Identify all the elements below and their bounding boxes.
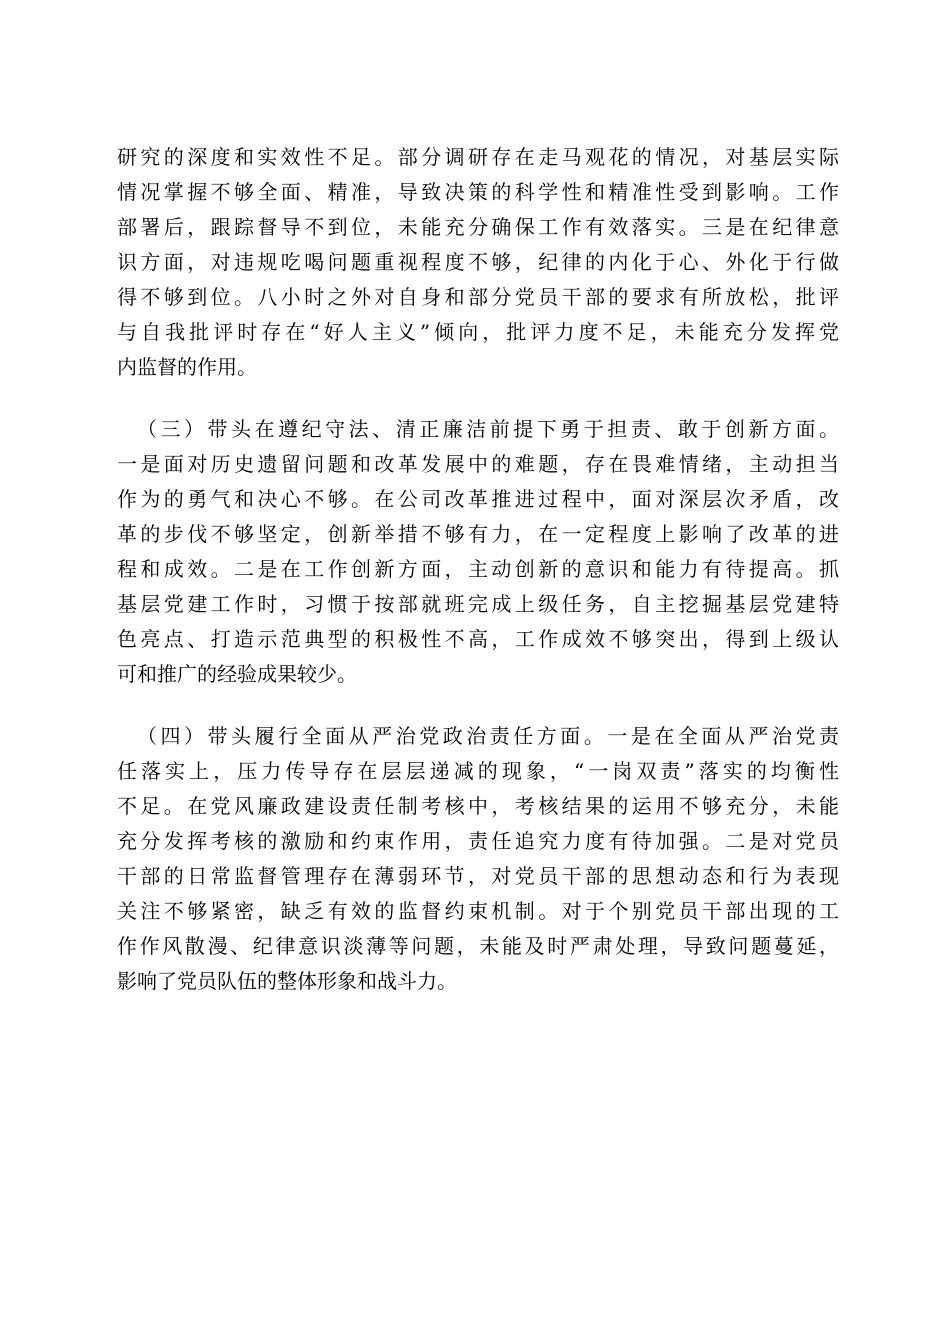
- text-line: 关注不够紧密，缺乏有效的监督约束机制。对于个别党员干部出现的工: [117, 899, 839, 923]
- paragraph-gap: [117, 692, 839, 719]
- text-line: 程和成效。二是在工作创新方面，主动创新的意识和能力有待提高。抓: [117, 557, 839, 581]
- paragraph-gap: [117, 385, 839, 412]
- text-line: 干部的日常监督管理存在薄弱环节，对党员干部的思想动态和行为表现: [117, 864, 839, 888]
- text-line: 充分发挥考核的激励和约束作用，责任追究力度有待加强。二是对党员: [117, 829, 839, 853]
- paragraph-section-three: [117, 412, 839, 692]
- text-line: 内监督的作用。: [117, 355, 257, 379]
- text-line: 可和推广的经验成果较少。: [117, 662, 357, 686]
- text-line: 研究的深度和实效性不足。部分调研存在走马观花的情况，对基层实际: [117, 145, 839, 169]
- text-line: 识方面，对违规吃喝问题重视程度不够，纪律的内化于心、外化于行做: [117, 250, 839, 274]
- text-line: 部署后，跟踪督导不到位，未能充分确保工作有效落实。三是在纪律意: [117, 215, 839, 239]
- text-line: （三）带头在遵纪守法、清正廉洁前提下勇于担责、敢于创新方面。: [137, 417, 839, 441]
- text-line: 与自我批评时存在“好人主义”倾向，批评力度不足，未能充分发挥党: [117, 320, 839, 344]
- text-line: 一是面对历史遗留问题和改革发展中的难题，存在畏难情绪，主动担当: [117, 452, 839, 476]
- text-line: 不足。在党风廉政建设责任制考核中，考核结果的运用不够充分，未能: [117, 794, 839, 818]
- text-line: 影响了党员队伍的整体形象和战斗力。: [117, 969, 457, 993]
- document-page: [117, 140, 839, 999]
- text-line: 作作风散漫、纪律意识淡薄等问题，未能及时严肃处理，导致问题蔓延，: [117, 934, 839, 958]
- text-line: （四）带头履行全面从严治党政治责任方面。一是在全面从严治党责: [137, 724, 839, 748]
- text-line: 色亮点、打造示范典型的积极性不高，工作成效不够突出，得到上级认: [117, 627, 839, 651]
- text-line: 基层党建工作时，习惯于按部就班完成上级任务，自主挖掘基层党建特: [117, 592, 839, 616]
- paragraph-section-four: [117, 719, 839, 999]
- text-line: 得不够到位。八小时之外对自身和部分党员干部的要求有所放松，批评: [117, 285, 839, 309]
- text-line: 情况掌握不够全面、精准，导致决策的科学性和精准性受到影响。工作: [117, 180, 839, 204]
- text-line: 任落实上，压力传导存在层层递减的现象，“一岗双责”落实的均衡性: [117, 759, 839, 783]
- paragraph-continuation: [117, 140, 839, 385]
- text-line: 革的步伐不够坚定，创新举措不够有力，在一定程度上影响了改革的进: [117, 522, 839, 546]
- text-line: 作为的勇气和决心不够。在公司改革推进过程中，面对深层次矛盾，改: [117, 487, 839, 511]
